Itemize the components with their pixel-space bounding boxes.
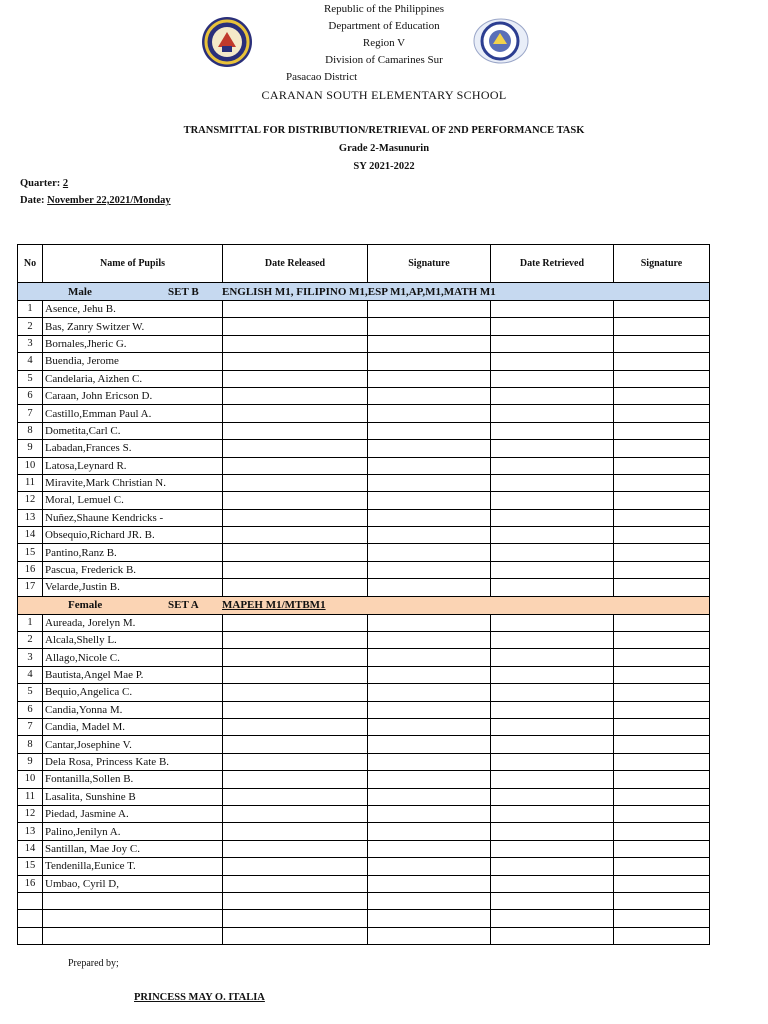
signature-released-cell[interactable] [368,632,491,649]
pupil-name: Bornales,Jheric G. [43,335,223,352]
table-row [18,736,710,753]
date-released-cell[interactable] [223,422,368,439]
pupil-number: 8 [18,736,43,753]
date-released-cell[interactable] [223,474,368,491]
pupil-name: Miravite,Mark Christian N. [43,474,223,491]
date-retrieved-cell[interactable] [491,457,614,474]
pupil-number: 2 [18,632,43,649]
pupil-name: Cantar,Josephine V. [43,736,223,753]
blank-cell[interactable] [614,910,710,927]
date-retrieved-cell[interactable] [491,335,614,352]
date-retrieved-cell[interactable] [491,318,614,335]
school-name: CARANAN SOUTH ELEMENTARY SCHOOL [261,88,507,102]
signature-released-cell[interactable] [368,492,491,509]
date-retrieved-cell[interactable] [491,492,614,509]
school-year: SY 2021-2022 [353,161,415,172]
pupil-number: 8 [18,422,43,439]
date-retrieved-cell[interactable] [491,301,614,318]
date-released-cell[interactable] [223,753,368,770]
blank-cell[interactable] [368,927,491,944]
pupil-name: Moral, Lemuel C. [43,492,223,509]
signature-retrieved-cell[interactable] [614,509,710,526]
table-row [18,788,710,805]
date-released-cell[interactable] [223,440,368,457]
blank-cell[interactable] [18,910,43,927]
document-title: TRANSMITTAL FOR DISTRIBUTION/RETRIEVAL OF 2ND PERFORMANCE TASK [183,125,585,136]
signature-released-cell[interactable] [368,561,491,578]
table-row [18,858,710,875]
date-released-cell[interactable] [223,301,368,318]
signature-released-cell[interactable] [368,718,491,735]
date-released-cell[interactable] [223,805,368,822]
table-row [18,684,710,701]
signature-retrieved-cell[interactable] [614,301,710,318]
school-seal-logo [201,16,253,68]
signature-released-cell[interactable] [368,509,491,526]
blank-cell[interactable] [368,910,491,927]
table-row [18,579,710,596]
pupil-number: 7 [18,405,43,422]
signature-retrieved-cell[interactable] [614,666,710,683]
date-retrieved-cell[interactable] [491,387,614,404]
quarter-value: 2 [62,178,69,189]
grade-section: Grade 2-Masunurin [338,143,430,154]
signature-released-cell[interactable] [368,527,491,544]
table-row [18,875,710,892]
pupil-number: 16 [18,561,43,578]
signature-released-cell[interactable] [368,370,491,387]
date-retrieved-cell[interactable] [491,440,614,457]
pupil-name: Alcala,Shelly L. [43,632,223,649]
header-division: Division of Camarines Sur [325,54,443,66]
date-retrieved-cell[interactable] [491,771,614,788]
date-retrieved-cell[interactable] [491,632,614,649]
date-released-cell[interactable] [223,405,368,422]
signature-released-cell[interactable] [368,579,491,596]
pupil-name: Aureada, Jorelyn M. [43,614,223,631]
pupil-name: Pascua, Frederick B. [43,561,223,578]
signature-retrieved-cell[interactable] [614,632,710,649]
signature-released-cell[interactable] [368,387,491,404]
signature-released-cell[interactable] [368,858,491,875]
date-retrieved-cell[interactable] [491,544,614,561]
pupil-name: Umbao, Cyril D, [43,875,223,892]
pupil-number: 12 [18,805,43,822]
signature-released-cell[interactable] [368,823,491,840]
signature-retrieved-cell[interactable] [614,614,710,631]
female-subjects: MAPEH M1/MTBM1 [222,599,326,612]
pupil-name: Latosa,Leynard R. [43,457,223,474]
table-row [18,509,710,526]
pupil-name: Allago,Nicole C. [43,649,223,666]
blank-cell[interactable] [614,892,710,909]
date-released-cell[interactable] [223,736,368,753]
pupil-number: 13 [18,823,43,840]
pupil-number: 13 [18,509,43,526]
pupil-name: Dometita,Carl C. [43,422,223,439]
pupil-number: 3 [18,335,43,352]
signature-released-cell[interactable] [368,474,491,491]
pupil-number: 6 [18,387,43,404]
pupil-number: 17 [18,579,43,596]
pupil-name: Castillo,Emman Paul A. [43,405,223,422]
table-row [18,335,710,352]
signature-retrieved-cell[interactable] [614,422,710,439]
date-released-cell[interactable] [223,370,368,387]
signature-retrieved-cell[interactable] [614,753,710,770]
signature-released-cell[interactable] [368,405,491,422]
table-row [18,753,710,770]
signature-released-cell[interactable] [368,805,491,822]
signature-retrieved-cell[interactable] [614,440,710,457]
pupil-name: Fontanilla,Sollen B. [43,771,223,788]
date-released-cell[interactable] [223,649,368,666]
table-row [18,805,710,822]
date-released-cell[interactable] [223,666,368,683]
table-row [18,771,710,788]
signature-retrieved-cell[interactable] [614,370,710,387]
pupil-number: 4 [18,666,43,683]
blank-cell[interactable] [43,910,223,927]
signature-retrieved-cell[interactable] [614,840,710,857]
header-region: Region V [362,37,406,49]
date-released-cell[interactable] [223,823,368,840]
date-retrieved-cell[interactable] [491,474,614,491]
table-row [18,701,710,718]
pupil-number: 15 [18,544,43,561]
signature-released-cell[interactable] [368,318,491,335]
female-label: Female [68,599,103,612]
pupil-number: 5 [18,370,43,387]
blank-cell[interactable] [18,927,43,944]
signature-released-cell[interactable] [368,649,491,666]
col-header-no: No [18,245,43,283]
pupil-name: Caraan, John Ericson D. [43,387,223,404]
table-row [18,474,710,491]
date-released-cell[interactable] [223,614,368,631]
signature-retrieved-cell[interactable] [614,353,710,370]
pupil-name: Velarde,Justin B. [43,579,223,596]
blank-cell[interactable] [43,927,223,944]
table-row [18,666,710,683]
date-retrieved-cell[interactable] [491,858,614,875]
signature-released-cell[interactable] [368,353,491,370]
pupil-name: Nuñez,Shaune Kendricks - [43,509,223,526]
date-released-cell[interactable] [223,684,368,701]
date-released-cell[interactable] [223,579,368,596]
signature-retrieved-cell[interactable] [614,527,710,544]
pupil-name: Candelaria, Aizhen C. [43,370,223,387]
date-retrieved-cell[interactable] [491,823,614,840]
date-retrieved-cell[interactable] [491,649,614,666]
signature-retrieved-cell[interactable] [614,405,710,422]
signature-retrieved-cell[interactable] [614,561,710,578]
date-released-cell[interactable] [223,561,368,578]
table-row [18,405,710,422]
signature-retrieved-cell[interactable] [614,805,710,822]
blank-cell[interactable] [491,910,614,927]
table-row [18,632,710,649]
pupil-name: Obsequio,Richard JR. B. [43,527,223,544]
signature-released-cell[interactable] [368,753,491,770]
col-header-date-retrieved: Date Retrieved [491,245,614,283]
blank-cell[interactable] [18,892,43,909]
pupil-name: Piedad, Jasmine A. [43,805,223,822]
table-row [18,370,710,387]
table-row [18,527,710,544]
table-row [18,353,710,370]
date-released-cell[interactable] [223,492,368,509]
pupil-number: 1 [18,614,43,631]
signature-retrieved-cell[interactable] [614,736,710,753]
male-label: Male [68,285,92,298]
col-header-signature-released: Signature [368,245,491,283]
table-row [18,440,710,457]
date-value: November 22,2021/Monday [47,195,171,206]
signature-released-cell[interactable] [368,457,491,474]
table-header-row [18,245,710,283]
pupil-name: Palino,Jenilyn A. [43,823,223,840]
table-row [18,422,710,439]
date-released-cell[interactable] [223,544,368,561]
blank-cell[interactable] [614,927,710,944]
blank-cell[interactable] [491,927,614,944]
date-retrieved-cell[interactable] [491,753,614,770]
table-row [18,614,710,631]
signature-retrieved-cell[interactable] [614,492,710,509]
blank-cell[interactable] [43,892,223,909]
signature-released-cell[interactable] [368,301,491,318]
date-retrieved-cell[interactable] [491,684,614,701]
signature-retrieved-cell[interactable] [614,788,710,805]
table-row [18,318,710,335]
pupil-name: Pantino,Ranz B. [43,544,223,561]
pupil-name: Tendenilla,Eunice T. [43,858,223,875]
pupil-number: 9 [18,753,43,770]
pupil-number: 1 [18,301,43,318]
signature-released-cell[interactable] [368,422,491,439]
signature-retrieved-cell[interactable] [614,335,710,352]
date-retrieved-cell[interactable] [491,353,614,370]
header-deped: Department of Education [328,20,440,32]
signature-released-cell[interactable] [368,666,491,683]
signature-retrieved-cell[interactable] [614,387,710,404]
signature-retrieved-cell[interactable] [614,718,710,735]
pupil-number: 2 [18,318,43,335]
header-republic: Republic of the Philippines [323,3,445,15]
signature-retrieved-cell[interactable] [614,684,710,701]
date-released-cell[interactable] [223,318,368,335]
signature-released-cell[interactable] [368,840,491,857]
pupil-name: Bautista,Angel Mae P. [43,666,223,683]
signature-retrieved-cell[interactable] [614,701,710,718]
table-row [18,718,710,735]
signature-retrieved-cell[interactable] [614,474,710,491]
pupil-number: 16 [18,875,43,892]
male-subjects: ENGLISH M1, FILIPINO M1,ESP M1,AP,M1,MATH M1 [222,285,496,298]
female-section-cell [18,596,710,614]
pupil-name: Buendia, Jerome [43,353,223,370]
blank-cell[interactable] [491,892,614,909]
pupil-number: 10 [18,771,43,788]
pupil-number: 5 [18,684,43,701]
pupil-name: Bequio,Angelica C. [43,684,223,701]
quarter-label: Quarter: [20,178,61,189]
signature-retrieved-cell[interactable] [614,875,710,892]
date-retrieved-cell[interactable] [491,718,614,735]
pupil-name: Bas, Zanry Switzer W. [43,318,223,335]
female-set: SET A [168,599,199,612]
date-retrieved-cell[interactable] [491,370,614,387]
pupil-number: 4 [18,353,43,370]
pupil-name: Lasalita, Sunshine B [43,788,223,805]
table-row [18,649,710,666]
male-section-cell [18,283,710,301]
date-released-cell[interactable] [223,788,368,805]
date-retrieved-cell[interactable] [491,509,614,526]
date-retrieved-cell[interactable] [491,614,614,631]
pupil-number: 3 [18,649,43,666]
signature-released-cell[interactable] [368,335,491,352]
table-row [18,561,710,578]
date-retrieved-cell[interactable] [491,805,614,822]
date-retrieved-cell[interactable] [491,701,614,718]
signature-retrieved-cell[interactable] [614,649,710,666]
header-district: Pasacao District [286,71,358,83]
male-section-row [18,283,710,301]
date-released-cell[interactable] [223,509,368,526]
signature-retrieved-cell[interactable] [614,544,710,561]
blank-cell[interactable] [368,892,491,909]
signature-released-cell[interactable] [368,614,491,631]
signature-retrieved-cell[interactable] [614,318,710,335]
date-retrieved-cell[interactable] [491,579,614,596]
signature-released-cell[interactable] [368,771,491,788]
date-released-cell[interactable] [223,353,368,370]
date-released-cell[interactable] [223,875,368,892]
col-header-date-released: Date Released [223,245,368,283]
signature-released-cell[interactable] [368,684,491,701]
pupil-number: 6 [18,701,43,718]
blank-row [18,910,710,927]
pupil-number: 10 [18,457,43,474]
date-retrieved-cell[interactable] [491,736,614,753]
date-released-cell[interactable] [223,457,368,474]
deped-seal-logo [473,18,529,64]
date-label: Date: [20,195,45,206]
date-released-cell[interactable] [223,718,368,735]
date-released-cell[interactable] [223,858,368,875]
date-released-cell[interactable] [223,632,368,649]
table-row [18,840,710,857]
signature-retrieved-cell[interactable] [614,771,710,788]
date-released-cell[interactable] [223,771,368,788]
pupil-name: Candia,Yonna M. [43,701,223,718]
date-retrieved-cell[interactable] [491,875,614,892]
table-row [18,492,710,509]
table-row [18,387,710,404]
signature-released-cell[interactable] [368,701,491,718]
date-retrieved-cell[interactable] [491,422,614,439]
date-line [20,195,171,206]
pupil-name: Santillan, Mae Joy C. [43,840,223,857]
pupil-name: Labadan,Frances S. [43,440,223,457]
blank-cell[interactable] [223,892,368,909]
pupil-number: 11 [18,788,43,805]
pupil-name: Asence, Jehu B. [43,301,223,318]
pupil-number: 7 [18,718,43,735]
date-retrieved-cell[interactable] [491,840,614,857]
prepared-by-label: Prepared by; [68,958,119,969]
pupil-number: 14 [18,527,43,544]
date-retrieved-cell[interactable] [491,527,614,544]
signature-released-cell[interactable] [368,875,491,892]
col-header-name: Name of Pupils [43,245,223,283]
date-retrieved-cell[interactable] [491,561,614,578]
date-released-cell[interactable] [223,527,368,544]
blank-row [18,892,710,909]
signature-retrieved-cell[interactable] [614,858,710,875]
signature-released-cell[interactable] [368,440,491,457]
pupil-name: Candia, Madel M. [43,718,223,735]
date-released-cell[interactable] [223,840,368,857]
table-row [18,823,710,840]
signer-name: PRINCESS MAY O. ITALIA [134,992,265,1003]
blank-cell[interactable] [223,927,368,944]
date-released-cell[interactable] [223,335,368,352]
pupil-number: 11 [18,474,43,491]
signature-retrieved-cell[interactable] [614,457,710,474]
pupil-name: Dela Rosa, Princess Kate B. [43,753,223,770]
female-section-row [18,596,710,614]
date-released-cell[interactable] [223,387,368,404]
signature-retrieved-cell[interactable] [614,579,710,596]
blank-cell[interactable] [223,910,368,927]
pupil-number: 14 [18,840,43,857]
quarter-line [20,178,68,189]
transmittal-table [17,244,710,945]
signature-released-cell[interactable] [368,788,491,805]
date-retrieved-cell[interactable] [491,788,614,805]
pupil-number: 15 [18,858,43,875]
pupil-number: 12 [18,492,43,509]
table-row [18,301,710,318]
date-retrieved-cell[interactable] [491,405,614,422]
signature-released-cell[interactable] [368,544,491,561]
male-set: SET B [168,285,199,298]
signature-released-cell[interactable] [368,736,491,753]
signature-retrieved-cell[interactable] [614,823,710,840]
col-header-signature-retrieved: Signature [614,245,710,283]
date-released-cell[interactable] [223,701,368,718]
date-retrieved-cell[interactable] [491,666,614,683]
table-row [18,544,710,561]
table-row [18,457,710,474]
blank-row [18,927,710,944]
pupil-number: 9 [18,440,43,457]
